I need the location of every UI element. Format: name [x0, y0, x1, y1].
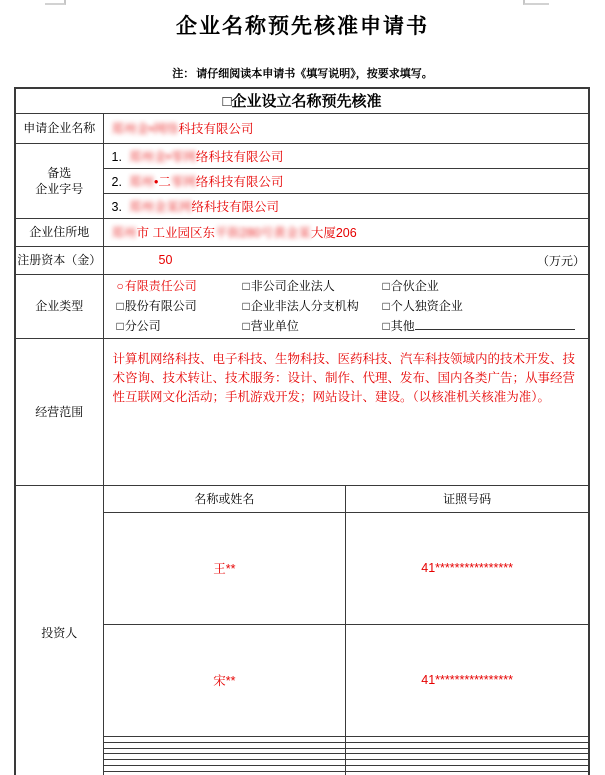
label-business-scope: 经营范围: [15, 338, 103, 485]
enterprise-type-option[interactable]: [383, 298, 589, 315]
page-title: 企业名称预先核准申请书: [176, 15, 429, 38]
text: 络科技有限公司: [191, 199, 279, 214]
investors-column-header: 名称或姓名: [104, 486, 346, 513]
masked-text: 郑州金某网: [128, 199, 192, 214]
masked-text: 平街280号黄金某: [215, 226, 311, 240]
checkbox-icon[interactable]: □: [242, 318, 250, 333]
alternate-number: 1.: [111, 149, 122, 164]
text: •二: [153, 174, 171, 189]
enterprise-type-option-label: 合伙企业: [390, 278, 439, 293]
text: 络科技有限公司: [195, 149, 284, 164]
checkbox-icon[interactable]: □: [116, 318, 124, 333]
enterprise-type-option-label: 营业单位: [250, 318, 299, 333]
checkbox-icon[interactable]: □: [382, 278, 390, 293]
masked-text: 零网: [170, 174, 196, 189]
alternate-name-1-field[interactable]: [103, 143, 589, 168]
alternate-name-2-field[interactable]: [103, 168, 589, 193]
label-alternate-line2: 企业字号: [35, 181, 84, 196]
enterprise-type-option[interactable]: [243, 298, 383, 315]
label-applied-enterprise-name: 申请企业名称: [15, 113, 103, 143]
registered-capital-unit: （万元）: [536, 253, 585, 268]
fill-instruction-note: [0, 65, 605, 81]
investors-table: [104, 486, 589, 775]
enterprise-type-option-label: 其他: [390, 318, 415, 333]
checkbox-icon[interactable]: □: [382, 318, 390, 333]
alternate-name-text: [129, 150, 283, 164]
checkbox-icon[interactable]: □: [116, 298, 124, 313]
investor-row: [104, 513, 589, 625]
applied-enterprise-name-field[interactable]: [103, 113, 589, 143]
enterprise-type-option-label: 个人独资企业: [390, 298, 463, 313]
business-scope-field[interactable]: 计算机网络科技、电子科技、生物科技、医药科技、汽车科技领域内的技术开发、技术咨询、技术转让、技术服务：设计、制作、代理、发布、国内各类广告；从事经营性互联网文化活动；手机游戏开发；网站设计、建设。（以核准机关核准为准）。: [103, 338, 589, 485]
section-header-establishment-preapproval: □企业设立名称预先核准: [15, 88, 589, 113]
checkbox-icon[interactable]: □: [382, 298, 390, 313]
registered-capital-cell: [103, 246, 589, 274]
note-prefix: 注：: [172, 68, 195, 80]
enterprise-type-option-label: 股份有限公司: [124, 298, 197, 313]
alternate-name-3-field[interactable]: [103, 193, 589, 218]
enterprise-type-options: [112, 275, 589, 338]
investor-name-cell[interactable]: 宋**: [104, 624, 346, 736]
text: 市 工业园区东: [136, 226, 215, 240]
enterprise-type-option[interactable]: [117, 318, 243, 335]
investor-id-cell[interactable]: [346, 772, 588, 775]
fold-mark-left-icon: [45, 0, 66, 5]
alternate-name-text: [129, 175, 283, 189]
masked-text: 郑州: [128, 174, 154, 189]
enterprise-type-option-label: 非公司企业法人: [250, 278, 335, 293]
label-enterprise-address: 企业住所地: [15, 218, 103, 246]
enterprise-type-option[interactable]: [117, 298, 243, 315]
enterprise-type-option[interactable]: [243, 318, 383, 335]
label-registered-capital: 注册资本（金）: [15, 246, 103, 274]
enterprise-type-option-label: 分公司: [124, 318, 161, 333]
other-type-blank-line[interactable]: [415, 320, 575, 330]
investor-row: [104, 624, 589, 736]
text: 络科技有限公司: [195, 174, 284, 189]
alternate-name-text: [129, 200, 279, 214]
enterprise-address-field[interactable]: [103, 218, 589, 246]
enterprise-type-option-label: 企业非法人分支机构: [250, 298, 359, 313]
fold-mark-right-icon: [523, 0, 549, 5]
investor-row: [104, 772, 589, 775]
enterprise-type-option[interactable]: [383, 278, 589, 295]
masked-text: 郑州金•零网: [128, 149, 196, 164]
masked-text: 郑州金•网络: [111, 122, 179, 136]
investors-column-header: 证照号码: [346, 486, 588, 513]
label-alternate-trade-names: [15, 143, 103, 218]
investor-id-cell[interactable]: 41****************: [346, 513, 588, 625]
investor-id-cell[interactable]: 41****************: [346, 624, 588, 736]
investors-cell: [103, 485, 589, 775]
text: 大厦206: [310, 226, 357, 240]
enterprise-type-option[interactable]: [383, 318, 589, 335]
checkbox-icon[interactable]: □: [242, 278, 250, 293]
radio-selected-icon[interactable]: ○: [116, 278, 124, 293]
label-investors: 投资人: [15, 485, 103, 775]
alternate-number: 2.: [111, 174, 122, 189]
enterprise-type-option[interactable]: [117, 278, 243, 295]
label-enterprise-type: 企业类型: [15, 274, 103, 338]
masked-text: 郑州: [111, 226, 137, 240]
enterprise-type-cell: [103, 274, 589, 338]
application-table: [14, 87, 590, 775]
investors-header-row: [104, 486, 589, 513]
label-alternate-line1: 备选: [47, 165, 72, 180]
text: 科技有限公司: [178, 122, 254, 136]
registered-capital-value[interactable]: 50: [158, 253, 173, 267]
enterprise-type-option[interactable]: [243, 278, 383, 295]
investor-name-cell[interactable]: 王**: [104, 513, 346, 625]
alternate-number: 3.: [111, 199, 122, 214]
enterprise-type-option-label: 有限责任公司: [124, 278, 197, 293]
note-text: 请仔细阅读本申请书《填写说明》，按要求填写。: [196, 68, 433, 80]
investor-name-cell[interactable]: [104, 772, 346, 775]
checkbox-icon[interactable]: □: [242, 298, 250, 313]
